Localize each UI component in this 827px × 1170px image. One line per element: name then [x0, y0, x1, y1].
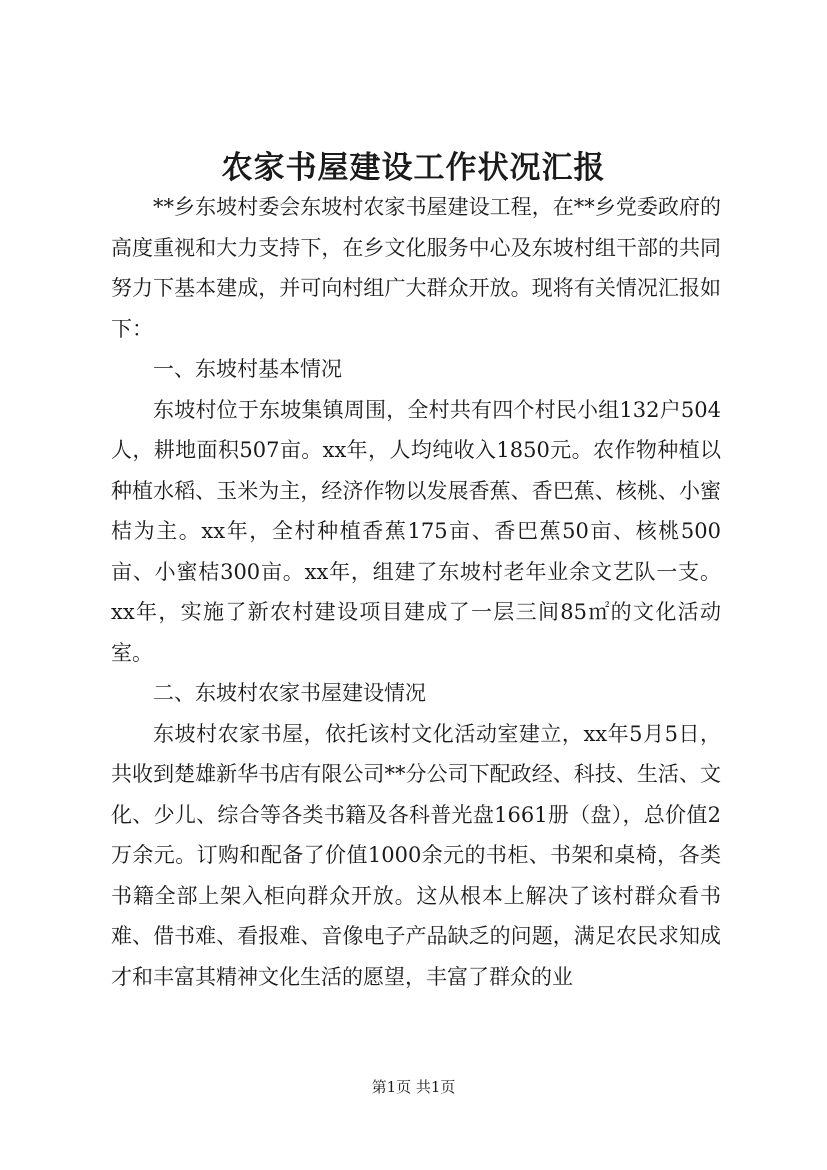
document-body — [111, 187, 721, 997]
page-footer: 第1页 共1页 — [371, 1078, 456, 1096]
document-title: 农家书屋建设工作状况汇报 — [221, 150, 606, 186]
paragraph-intro: **乡东坡村委会东坡村农家书屋建设工程，在**乡党委政府的高度重视和大力支持下，在乡文化服务中心及东坡村组干部的共同努力下基本建成，并可向村组广大群众开放。现将有关情况汇报如下： — [111, 195, 721, 341]
section-heading-library-construction: 二、东坡村农家书屋建设情况 — [153, 681, 426, 705]
section-heading-basic-info: 一、东坡村基本情况 — [153, 357, 342, 381]
paragraph-library-construction: 东坡村农家书屋，依托该村文化活动室建立，xx年5月5日，共收到楚雄新华书店有限公司**分公司下配政经、科技、生活、文化、少儿、综合等各类书籍及各科普光盘1661册（盘），总价值2万余元。订购和配备了价值1000余元的书柜、书架和桌椅，各类书籍全部上架入柜向群众开放。这从根本上解决了该村群众看书难、借书难、看报难、音像电子产品缺乏的问题，满足农民求知成才和丰富其精神文化生活的愿望，丰富了群众的业 — [111, 721, 721, 989]
paragraph-basic-info: 东坡村位于东坡集镇周围，全村共有四个村民小组132户504人，耕地面积507亩。xx年，人均纯收入1850元。农作物种植以种植水稻、玉米为主，经济作物以发展香蕉、香巴蕉、核桃、小蜜桔为主。xx年，全村种植香蕉175亩、香巴蕉50亩、核桃500亩、小蜜桔300亩。xx年，组建了东坡村老年业余文艺队一支。xx年，实施了新农村建设项目建成了一层三间85㎡的文化活动室。 — [111, 397, 721, 665]
